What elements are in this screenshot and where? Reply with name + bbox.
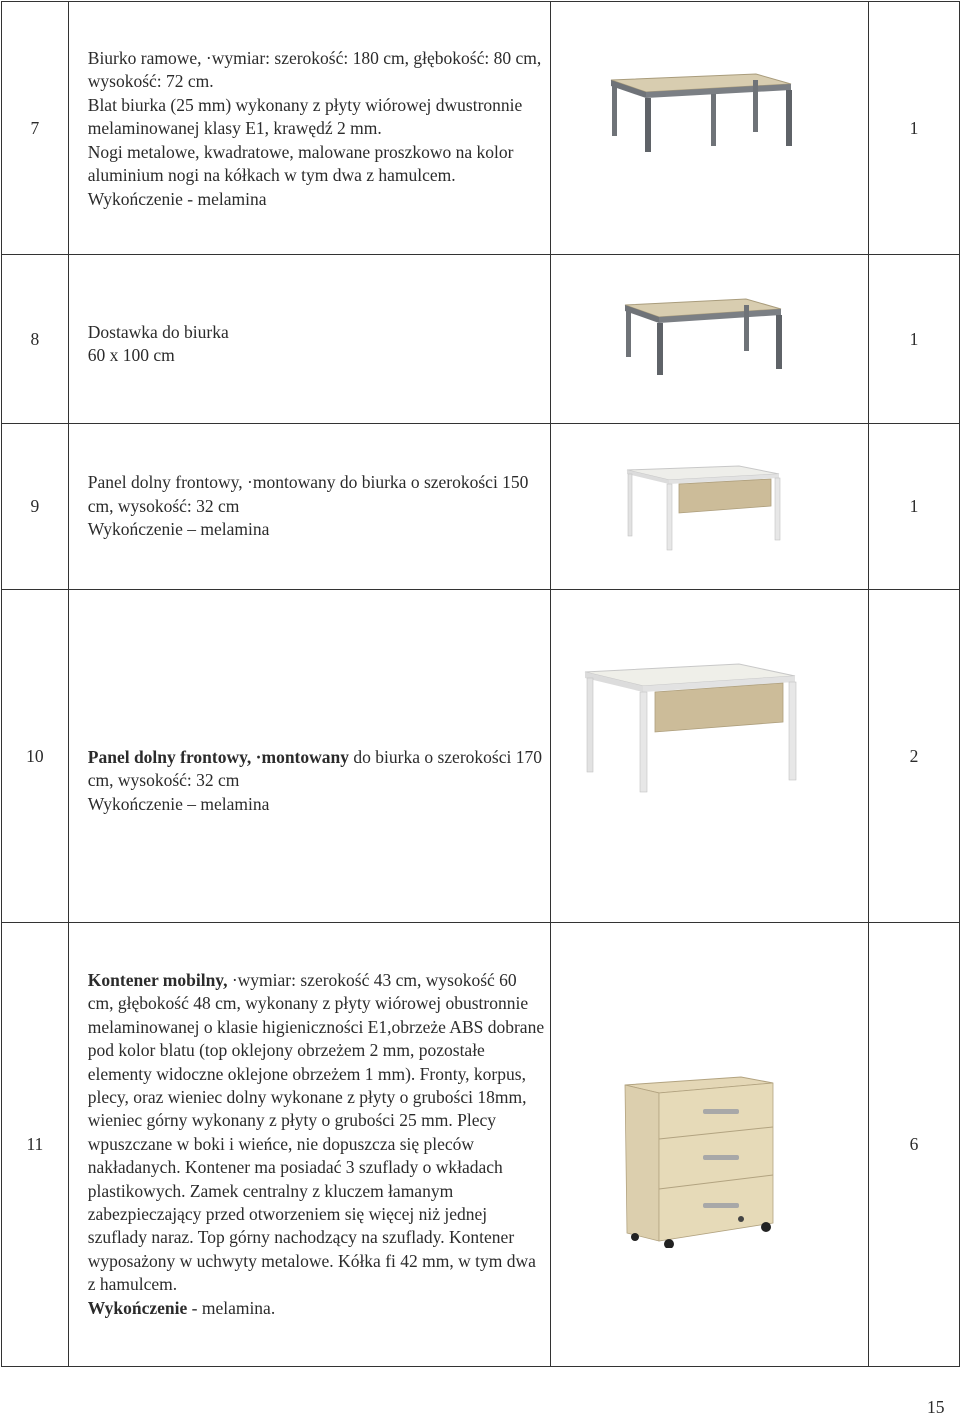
desc-final-rest: - melamina. [187, 1297, 276, 1318]
row-description [68, 255, 550, 424]
product-image-cell [551, 2, 869, 255]
desc-line: Biurko ramowe, ·wymiar: szerokość: 180 cm, głębokość: 80 cm, wysokość: 72 cm. [87, 48, 542, 92]
desc-title [88, 746, 544, 793]
desk-extension-image [621, 297, 791, 381]
row-number: 9 [2, 424, 69, 590]
desk-image [601, 70, 801, 155]
desc-title-rest: do biurka o szerokości 170 cm, wysokość: 32 cm [87, 746, 542, 791]
row-description [68, 590, 550, 923]
desc-final-bold: Wykończenie [87, 1297, 188, 1318]
row-number: 11 [2, 923, 69, 1367]
product-image-cell [551, 923, 869, 1367]
desc-final [88, 1297, 544, 1320]
row-quantity: 1 [869, 424, 960, 590]
desc-body-text: ·wymiar: szerokość 43 cm, wysokość 60 cm, głębokość 48 cm, wykonany z płyty wiórowej obustronnie melaminowanej o klasie higieniczności E1,obrzeże ABS dobrane pod kolor blatu (top oklejony obrzeżem 2 mm, pozostałe elementy widoczne oklejone obrzeżem 1 mm). Fronty, korpus, plecy, oraz wieniec dolny wykonane z płyty o grubości 18mm, wieniec górny wykonany z płyty o grubości 25 mm. Plecy wpuszczane w boki i wieńce, nie dopuszcza się pleców nakładanych. Kontener ma posiadać 3 szuflady o wkładach plastikowych. Zamek centralny z kluczem łamanym zabezpieczający przed otworzeniem się więcej niż jednej szuflady naraz. Top górny nachodzący na szuflady. Kontener wyposażony w uchwyty metalowe. Kółka fi 42 mm, w tym dwa z hamulcem. [87, 969, 545, 1295]
desc-line: Blat biurka (25 mm) wykonany z płyty wiórowej dwustronnie melaminowanej klasy E1, krawędź 2 mm. [87, 94, 523, 139]
desc-line: Panel dolny frontowy, ·montowany do biurka o szerokości 150 cm, wysokość: 32 cm [87, 472, 529, 516]
desc-title-bold: Panel dolny frontowy, ·montowany [87, 746, 350, 767]
table-row [2, 923, 960, 1367]
desc-line: Wykończenie – melamina [87, 519, 270, 540]
row-quantity: 6 [869, 923, 960, 1367]
table-row [2, 590, 960, 923]
desc-line: Nogi metalowe, kwadratowe, malowane proszkowo na kolor aluminium nogi na kółkach w tym dwa z hamulcem. [87, 141, 514, 186]
table-row [2, 2, 960, 255]
product-image-cell [551, 255, 869, 424]
desc-line: 60 x 100 cm [87, 345, 175, 365]
table-row [2, 255, 960, 424]
row-number: 10 [2, 590, 69, 923]
specification-table [1, 1, 960, 1367]
pedestal-image [621, 1073, 781, 1248]
row-number: 8 [2, 255, 69, 424]
row-quantity: 2 [869, 590, 960, 923]
product-image-cell [551, 590, 869, 923]
product-image-cell [551, 424, 869, 590]
desc-line: Dostawka do biurka [87, 321, 229, 342]
desc-body [88, 969, 544, 1297]
desc-line: Wykończenie - melamina [87, 188, 267, 209]
table-row [2, 424, 960, 590]
row-description [68, 424, 550, 590]
desk-panel-large-image [579, 662, 819, 802]
row-description [68, 923, 550, 1367]
desc-title-bold: Kontener mobilny, [87, 969, 228, 990]
desc-line: Wykończenie – melamina [87, 793, 270, 814]
row-quantity: 1 [869, 255, 960, 424]
row-number: 7 [2, 2, 69, 255]
row-quantity: 1 [869, 2, 960, 255]
desk-panel-image [621, 464, 801, 556]
row-description [68, 2, 550, 255]
page-number: 15 [927, 1397, 945, 1417]
